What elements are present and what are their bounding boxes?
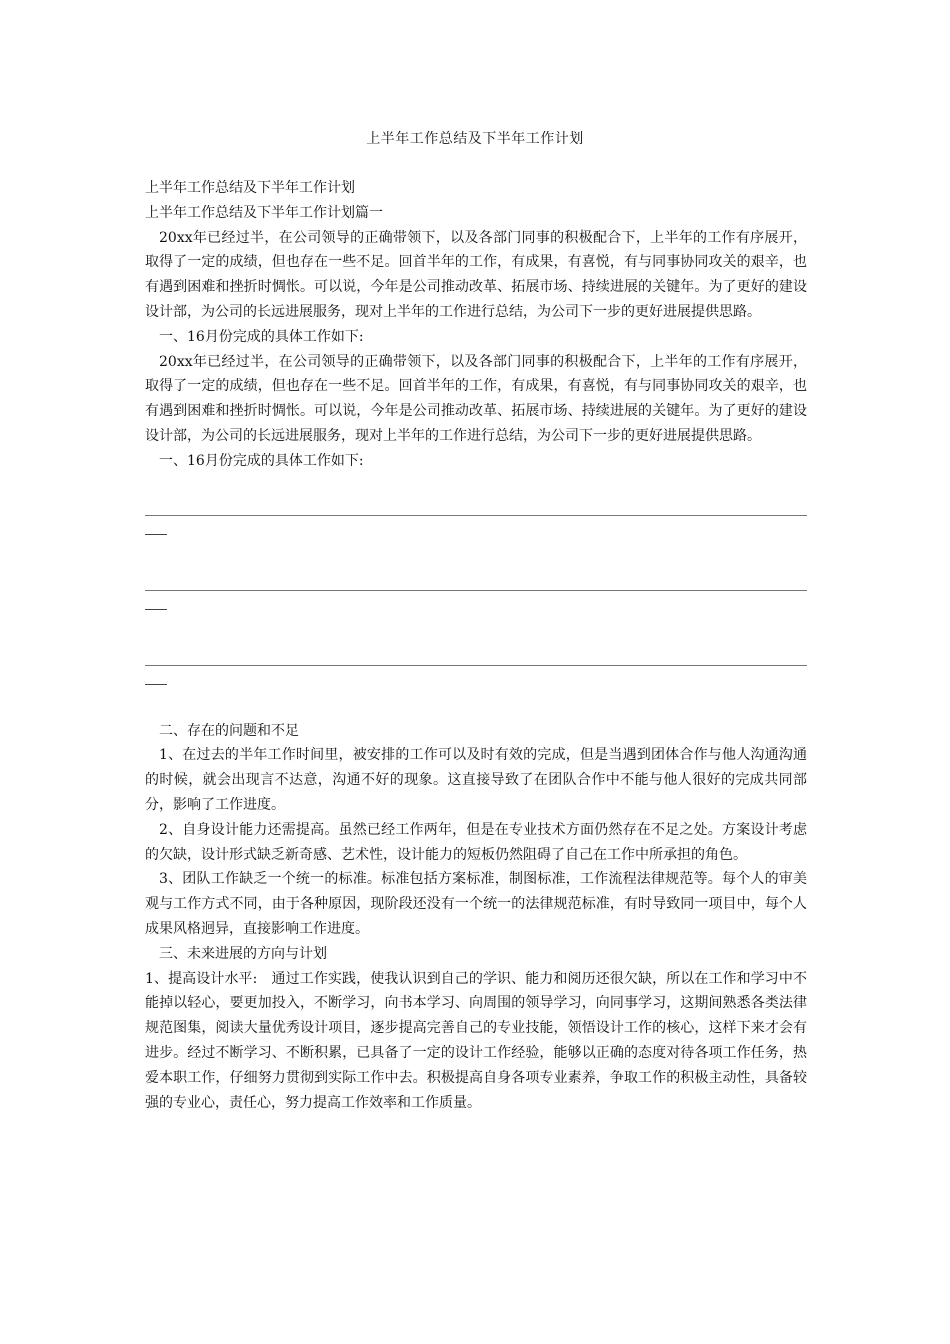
intro-paragraph-1: 20xx年已经过半，在公司领导的正确带领下，以及各部门同事的积极配合下，上半年的工作有序展开，取得了一定的成绩，但也存在一些不足。回首半年的工作，有成果，有喜悦，有与同事协同攻关的艰辛，也有遇到困难和挫折时惆怅。可以说，今年是公司推动改革、拓展市场、持续进展的关键年。为了更好的建设设计部，为公司的长远进展服务，现对上半年的工作进行总结，为公司下一步的更好进展提供思路。 [145,229,807,320]
blank-line-block-1 [145,494,807,569]
heading-line: 上半年工作总结及下半年工作计划 [145,180,355,196]
spacer [145,474,807,494]
problem-paragraph-3: 3、团队工作缺乏一个统一的标准。标准包括方案标准，制图标准，工作流程法律规范等。每个人的审美观与工作方式不同，由于各种原因，现阶段还没有一个统一的法律规范标准，有时导致同一项目中，每个人成果风格迥异，直接影响工作进度。 [145,871,807,937]
section-heading-3: 三、未来进展的方向与计划 [159,945,327,962]
section-heading-1b: 一、16月份完成的具体工作如下: [159,452,364,469]
section-heading-1a: 一、16月份完成的具体工作如下: [159,328,364,345]
short-dash [145,609,167,610]
blank-line-block-2 [145,569,807,644]
blank-line-block-3 [145,644,807,719]
subheading: 上半年工作总结及下半年工作计划篇一 [145,204,383,221]
section-heading-2: 二、存在的问题和不足 [159,722,299,739]
short-dash [145,684,167,685]
document-title: 上半年工作总结及下半年工作计划 [366,131,584,147]
horizontal-rule [145,665,807,666]
plan-paragraph-1: 1、提高设计水平: 通过工作实践，使我认识到自己的学识、能力和阅历还很欠缺，所以在工作和学习中不能掉以轻心，要更加投入，不断学习，向书本学习、向周围的领导学习，向同事学习，这期间熟悉各类法律规范图集，阅读大量优秀设计项目，逐步提高完善自己的专业技能，领悟设计工作的核心，这样下来才会有进步。经过不断学习、不断积累，已具备了一定的设计工作经验，能够以正确的态度对待各项工作任务，热爱本职工作，仔细努力贯彻到实际工作中去。积极提高自身各项专业素养，争取工作的积极主动性，具备较强的专业心，责任心，努力提高工作效率和工作质量。 [145,970,807,1111]
problem-paragraph-1: 1、在过去的半年工作时间里，被安排的工作可以及时有效的完成，但是当遇到团体合作与他人沟通沟通的时候，就会出现言不达意，沟通不好的现象。这直接导致了在团队合作中不能与他人很好的完成共同部分，影响了工作进度。 [145,747,807,813]
horizontal-rule [145,515,807,516]
document-body [145,176,807,1115]
intro-paragraph-2: 20xx年已经过半，在公司领导的正确带领下，以及各部门同事的积极配合下，上半年的工作有序展开，取得了一定的成绩，但也存在一些不足。回首半年的工作，有成果，有喜悦，有与同事协同攻关的艰辛，也有遇到困难和挫折时惆怅。可以说，今年是公司推动改革、拓展市场、持续进展的关键年。为了更好的建设设计部，为公司的长远进展服务，现对上半年的工作进行总结，为公司下一步的更好进展提供思路。 [145,353,807,444]
short-dash [145,534,167,535]
problem-paragraph-2: 2、自身设计能力还需提高。虽然已经工作两年，但是在专业技术方面仍然存在不足之处。方案设计考虑的欠缺，设计形式缺乏新奇感、艺术性，设计能力的短板仍然阻碍了自己在工作中所承担的角色。 [145,821,807,863]
horizontal-rule [145,590,807,591]
